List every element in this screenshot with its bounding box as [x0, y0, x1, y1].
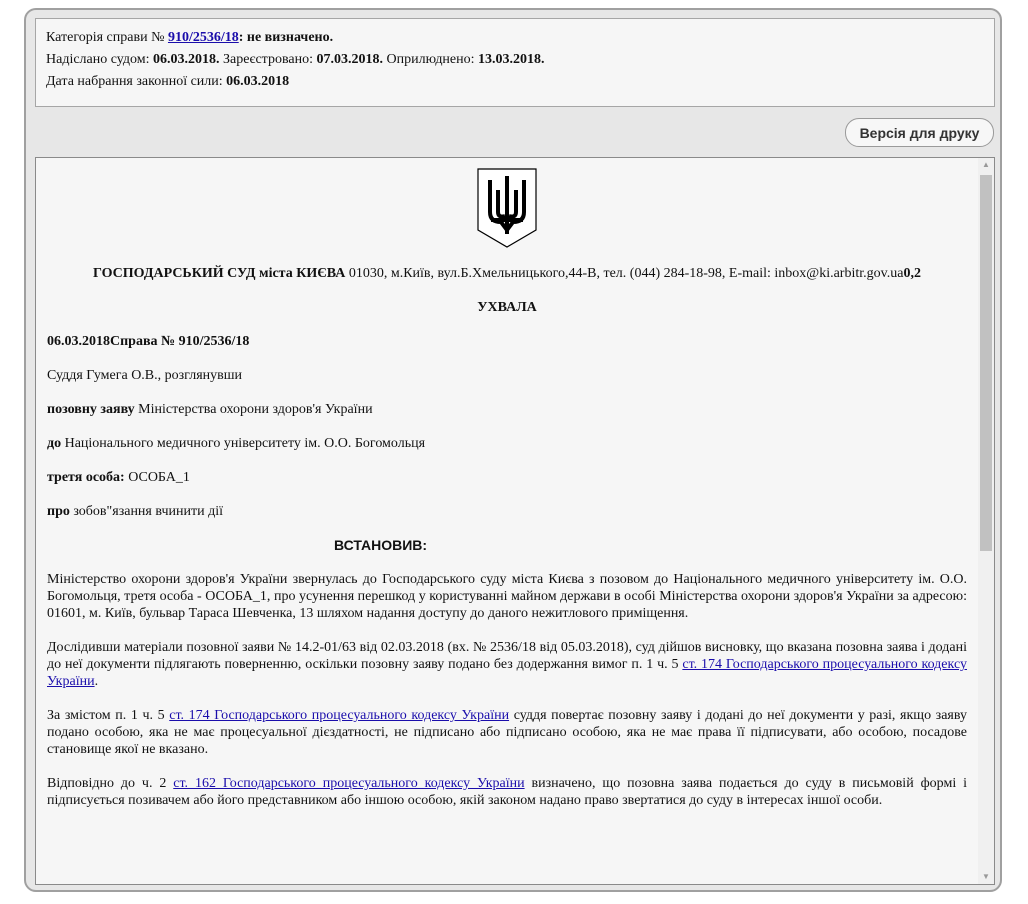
court-header: ГОСПОДАРСЬКИЙ СУД міста КИЄВА 01030, м.Київ, вул.Б.Хмельницького,44-В, тел. (044) 284-18-98, E-mail: inbox@ki.arbitr.gov.ua0,2 [93, 266, 921, 281]
paragraph-2: Дослідивши матеріали позовної заяви № 14.2-01/63 від 02.03.2018 (вх. № 2536/18 від 05.03.2018), суд дійшов висновку, що вказана позовна заява і додані до неї документи підлягають поверненню, оскільки позовну заяву подано без додержання вимог п. 1 ч. 5 ст. 174 Господарського процесуального кодексу України. [47, 640, 967, 689]
date-and-case: 06.03.2018Справа № 910/2536/18 [47, 334, 250, 349]
article-174-link[interactable]: ст. 174 Господарського процесуального кодексу України [169, 708, 510, 723]
dates-line: Надіслано судом: 06.03.2018. Зареєстровано: 07.03.2018. Оприлюднено: 13.03.2018. [46, 52, 545, 67]
judge-line: Суддя Гумега О.В., розглянувши [47, 368, 243, 383]
third-party-line: третя особа: ОСОБА_1 [47, 470, 190, 485]
effective-date-line: Дата набрання законної сили: 06.03.2018 [46, 74, 290, 89]
paragraph-4: Відповідно до ч. 2 ст. 162 Господарського процесуального кодексу України визначено, що позовна заява подається до суду в письмовій формі і підписується позивачем або його представником або іншою особою, якій законом надано право звертатися до суду в інтересах іншої особи. [47, 776, 968, 808]
category-line: Категорія справи № 910/2536/18: не визначено. [46, 30, 334, 45]
document-body [47, 168, 967, 826]
paragraph-1: Міністерство охорони здоров'я України звернулась до Господарського суду міста Києва з позовом до Національного медичного університету ім. О.О. Богомольця, третя особа - ОСОБА_1, про усунення перешкод у користуванні майном держави в особі Міністерства охорони здоров'я України за адресою: 01601, м. Київ, бульвар Тараса Шевченка, 13 шляхом надання доступу до даного нежитлового приміщення. [47, 572, 967, 621]
paragraph-3: За змістом п. 1 ч. 5 ст. 174 Господарського процесуального кодексу України суддя повертає позовну заяву і додані до неї документи у разі, якщо заяву подано особою, яка не має процесуальної дієздатності, не підписано або підписано особою, яка не має права її підписувати, або особою, посадове становище якої не вказано. [47, 708, 967, 757]
case-number-link[interactable]: 910/2536/18 [167, 30, 239, 45]
case-info-box [35, 18, 995, 107]
claim-line: позовну заяву Міністерства охорони здоров'я України [47, 402, 373, 417]
scroll-up-arrow-icon[interactable]: ▲ [982, 160, 990, 169]
print-version-button[interactable]: Версія для друку [845, 118, 994, 147]
subject-line: про зобов"язання вчинити дії [47, 504, 223, 519]
ukraine-coat-of-arms-icon [477, 168, 537, 248]
defendant-line: до Національного медичного університету ім. О.О. Богомольця [47, 436, 426, 451]
document-type: УХВАЛА [477, 300, 537, 315]
scrollbar-thumb[interactable] [980, 175, 992, 551]
article-174-link[interactable]: ст. 174 Господарського процесуального кодексу України [47, 657, 967, 689]
article-162-link[interactable]: ст. 162 Господарського процесуального кодексу України [173, 776, 525, 791]
established-heading: ВСТАНОВИВ: [334, 537, 428, 553]
scroll-down-arrow-icon[interactable]: ▼ [982, 872, 990, 881]
document-viewer[interactable] [35, 157, 995, 885]
vertical-scrollbar[interactable] [978, 158, 994, 884]
